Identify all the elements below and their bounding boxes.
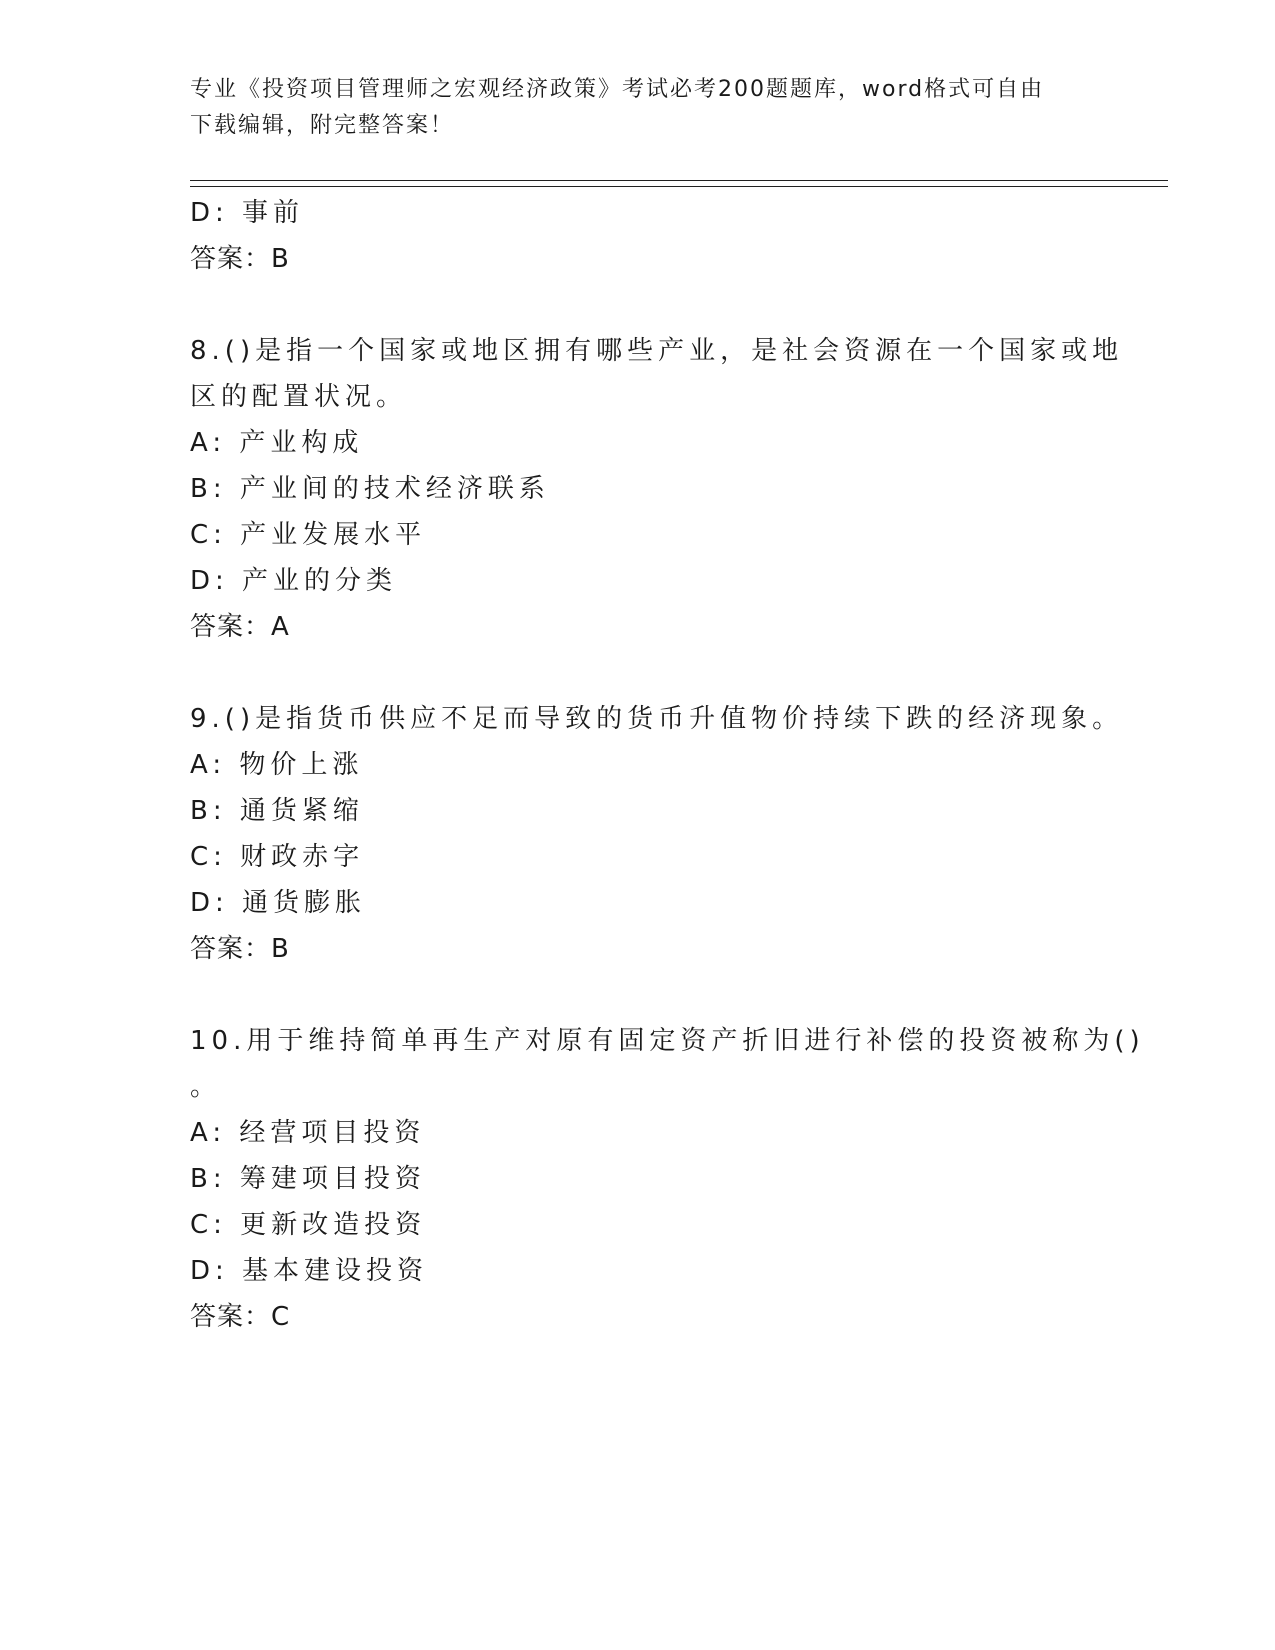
header-line-2: 下载编辑，附完整答案！: [190, 113, 455, 138]
question-10-answer: 答案：C: [190, 1302, 291, 1332]
option-d: D: 事前: [190, 198, 305, 228]
spacer: [190, 282, 1090, 328]
question-9-answer: 答案：B: [190, 934, 290, 964]
spacer: [190, 650, 1090, 696]
question-9-text: 9.()是指货币供应不足而导致的货币升值物价持续下跌的经济现象。: [190, 704, 1124, 734]
question-8-option-a: A: 产业构成: [190, 428, 364, 458]
question-10-option-d: D: 基本建设投资: [190, 1256, 429, 1286]
header-line-1: 专业《投资项目管理师之宏观经济政策》考试必考200题题库，word格式可自由: [190, 77, 1045, 102]
question-10-text-cont: 。: [190, 1072, 222, 1102]
question-8-text-cont: 区的配置状况。: [190, 382, 408, 412]
answer-line: 答案：B: [190, 244, 290, 274]
header-rule-top: [190, 180, 1168, 181]
header-rule-bottom: [190, 186, 1168, 187]
question-10-text: 10.用于维持简单再生产对原有固定资产折旧进行补偿的投资被称为(): [190, 1026, 1145, 1056]
question-8-answer: 答案：A: [190, 612, 290, 642]
question-9-option-b: B: 通货紧缩: [190, 796, 364, 826]
spacer: [190, 972, 1090, 1018]
question-10-option-c: C: 更新改造投资: [190, 1210, 427, 1240]
question-9-option-d: D: 通货膨胀: [190, 888, 367, 918]
question-10-option-a: A: 经营项目投资: [190, 1118, 426, 1148]
question-9-option-c: C: 财政赤字: [190, 842, 365, 872]
question-8-option-b: B: 产业间的技术经济联系: [190, 474, 550, 504]
question-8-option-c: C: 产业发展水平: [190, 520, 427, 550]
question-10-option-b: B: 筹建项目投资: [190, 1164, 426, 1194]
question-8-option-d: D: 产业的分类: [190, 566, 398, 596]
question-9-option-a: A: 物价上涨: [190, 750, 364, 780]
question-8-text: 8.()是指一个国家或地区拥有哪些产业，是社会资源在一个国家或地: [190, 336, 1124, 366]
question-list: [190, 190, 1145, 1340]
document-header: [190, 72, 1090, 144]
